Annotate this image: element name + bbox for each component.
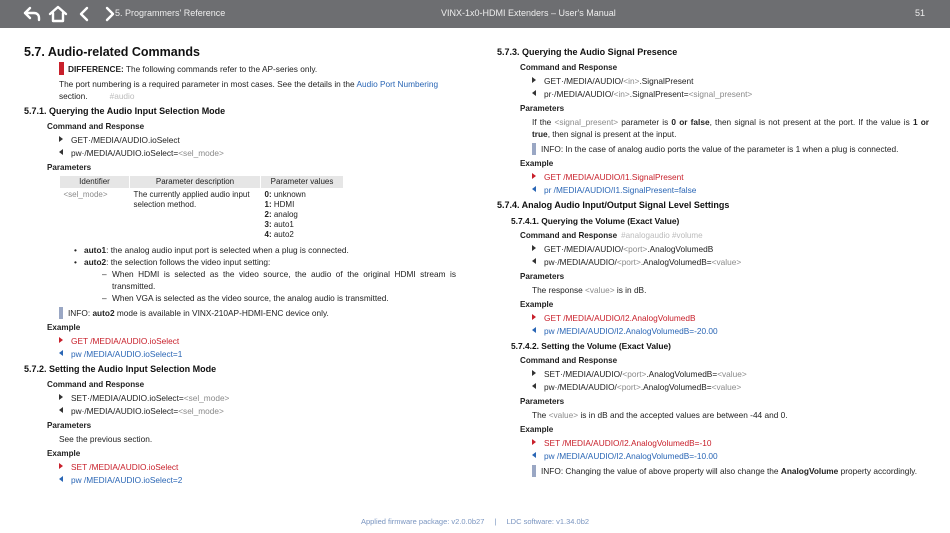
command-line (497, 368, 929, 380)
arrow-left-icon (532, 327, 536, 333)
value-label: analog (271, 210, 298, 219)
difference-marker (59, 62, 64, 75)
example-response (497, 325, 929, 337)
list-item (84, 244, 456, 256)
table-header: Parameter values (261, 176, 344, 189)
table-cell-values (261, 189, 344, 242)
example-label: Example (520, 300, 554, 309)
back-return-icon[interactable] (22, 4, 42, 24)
example-response (497, 450, 929, 462)
param-placeholder: <value> (548, 410, 579, 420)
text: If the (532, 117, 555, 127)
example-response (497, 184, 929, 196)
response-text: pw·/MEDIA/AUDIO.ioSelect= (71, 148, 179, 158)
value-label: HDMI (271, 200, 295, 209)
arrow-right-icon (59, 136, 63, 142)
command-line (497, 243, 929, 255)
param-placeholder: <value> (711, 257, 742, 267)
example-response-text: pw /MEDIA/AUDIO/I2.AnalogVolumedB=-10.00 (544, 451, 718, 461)
param-placeholder: <port> (623, 244, 648, 254)
param-placeholder: <signal_present> (554, 117, 619, 127)
param-placeholder: <sel_mode> (183, 393, 230, 403)
command-text: .AnalogVolumedB (647, 244, 714, 254)
response-line (24, 405, 456, 417)
command-text: GET·/MEDIA/AUDIO/ (544, 244, 624, 254)
value-label: unknown (271, 190, 306, 199)
response-text: pw·/MEDIA/AUDIO/ (544, 382, 617, 392)
example-response (24, 474, 456, 486)
response-line (497, 256, 929, 268)
keyword: auto1 (84, 245, 107, 255)
command-text: SET·/MEDIA/AUDIO.ioSelect= (71, 393, 184, 403)
arrow-right-icon (59, 394, 63, 400)
subsection-heading: 5.7.3. Querying the Audio Signal Presence (497, 47, 678, 57)
ldc-version: LDC software: v1.34.0b2 (506, 517, 590, 526)
footer (0, 517, 950, 526)
command-response-text: Command and Response (520, 231, 618, 240)
audio-port-numbering-link[interactable]: Audio Port Numbering (356, 79, 439, 89)
value-label: auto2 (271, 230, 294, 239)
example-label: Example (520, 159, 554, 168)
keyword: auto2 (84, 257, 107, 267)
page-number: 51 (915, 8, 926, 18)
example-command-text: GET /MEDIA/AUDIO/I2.AnalogVolumedB (544, 313, 696, 323)
arrow-right-icon (532, 439, 536, 445)
port-note-text: The port numbering is a required parameter in most cases. See the details in the (59, 79, 357, 89)
text: , then signal is present at the input. (547, 129, 677, 139)
parameters-text (532, 409, 929, 421)
port-note (59, 78, 456, 102)
value-key: 3: (264, 220, 272, 229)
port-note-tail: section. (59, 91, 88, 101)
response-line (24, 147, 456, 159)
example-command (497, 171, 929, 183)
nav-buttons (22, 4, 120, 24)
arrow-right-icon (59, 337, 63, 343)
command-response-label: Command and Response (520, 356, 618, 365)
sub-list-item: – When HDMI is selected as the video source, the audio of the original HDMI stream is transmitted. (112, 268, 456, 292)
text: The response (532, 285, 586, 295)
text: , then signal is not present at the port. If the value is (709, 117, 913, 127)
info-text: INFO: In the case of analog audio ports the value of the parameter is 1 when a plug is connected. (541, 144, 899, 154)
arrow-left-icon (532, 258, 536, 264)
arrow-left-icon (532, 90, 536, 96)
table-header: Identifier (60, 176, 130, 189)
keyword: 0 or false (671, 117, 710, 127)
subsection-heading: 5.7.4. Analog Audio Input/Output Signal Level Settings (497, 200, 730, 210)
param-placeholder: <value> (717, 369, 747, 379)
example-command-text: GET /MEDIA/AUDIO.ioSelect (71, 336, 180, 346)
param-placeholder: <port> (616, 382, 641, 392)
value-key: 2: (264, 210, 272, 219)
difference-note (59, 63, 456, 75)
subsubsection-heading: 5.7.4.1. Querying the Volume (Exact Value) (511, 216, 680, 226)
subsection-heading: 5.7.1. Querying the Audio Input Selection Mode (24, 106, 226, 116)
subsection-heading: 5.7.2. Setting the Audio Input Selection Mode (24, 364, 217, 374)
parameters-text (532, 284, 929, 296)
header-bar (0, 0, 950, 28)
keyword: 1 or true (532, 117, 930, 139)
text: The (532, 410, 549, 420)
info-text: INFO: Changing the value of above property will also change the (541, 466, 781, 476)
tag-audio[interactable]: #audio (109, 91, 135, 101)
response-line (497, 88, 929, 100)
mode-list (84, 244, 456, 304)
left-column (24, 44, 456, 487)
info-marker (59, 307, 63, 319)
arrow-left-icon (59, 476, 63, 482)
arrow-left-icon (59, 407, 63, 413)
arrow-right-icon (532, 77, 536, 83)
arrow-right-icon (59, 463, 63, 469)
command-line (497, 75, 929, 87)
info-note (59, 307, 456, 319)
command-response-label: Command and Response (520, 63, 618, 72)
arrow-right-icon (532, 314, 536, 320)
parameters-text (532, 116, 929, 140)
parameters-label: Parameters (520, 104, 565, 113)
info-note (532, 143, 929, 155)
table-row (60, 189, 344, 242)
list-item-text: : the selection follows the video input setting: (106, 257, 271, 267)
value-key: 1: (264, 200, 272, 209)
text: is in dB. (614, 285, 647, 295)
example-command (497, 437, 929, 449)
param-placeholder: <value> (711, 382, 742, 392)
value-key: 0: (264, 190, 272, 199)
response-text: .AnalogVolumedB= (640, 382, 712, 392)
example-command (497, 312, 929, 324)
home-icon[interactable] (48, 4, 68, 24)
previous-page-icon[interactable] (74, 4, 94, 24)
command-text: GET·/MEDIA/AUDIO.ioSelect (71, 135, 180, 145)
command-text: SET·/MEDIA/AUDIO/ (544, 369, 623, 379)
keyword: auto2 (92, 308, 115, 318)
value-key: 4: (264, 230, 272, 239)
subsubsection-heading: 5.7.4.2. Setting the Volume (Exact Value) (511, 341, 671, 351)
table-cell-description: The currently applied audio input selection method. (133, 190, 250, 209)
arrow-left-icon (532, 186, 536, 192)
parameter-table (59, 175, 344, 241)
difference-label: DIFFERENCE: (68, 64, 124, 74)
param-placeholder: <sel_mode> (178, 148, 224, 158)
example-response-text: pw /MEDIA/AUDIO.ioSelect=2 (71, 475, 183, 485)
document-title: VINX-1x0-HDMI Extenders – User's Manual (441, 8, 616, 18)
info-text: property accordingly. (838, 466, 917, 476)
response-line (497, 381, 929, 393)
example-label: Example (47, 449, 81, 458)
info-marker (532, 143, 536, 155)
arrow-right-icon (532, 173, 536, 179)
example-response-text: pr /MEDIA/AUDIO/I1.SignalPresent=false (544, 185, 697, 195)
param-placeholder: <sel_mode> (178, 406, 224, 416)
arrow-left-icon (532, 383, 536, 389)
command-text: GET·/MEDIA/AUDIO/ (544, 76, 624, 86)
command-response-label: Command and Response (47, 380, 145, 389)
example-command-text: GET /MEDIA/AUDIO/I1.SignalPresent (544, 172, 684, 182)
table-header: Parameter description (130, 176, 261, 189)
response-text: pr·/MEDIA/AUDIO/ (544, 89, 614, 99)
command-line (24, 134, 456, 146)
param-placeholder: <port> (616, 257, 641, 267)
param-placeholder: <in> (613, 89, 630, 99)
footer-separator: | (494, 517, 497, 526)
example-command (24, 335, 456, 347)
response-text: pw·/MEDIA/AUDIO/ (544, 257, 617, 267)
info-prefix: INFO: (68, 308, 93, 318)
sub-list (112, 268, 456, 304)
arrow-left-icon (59, 149, 63, 155)
example-command-text: SET /MEDIA/AUDIO.ioSelect (71, 462, 179, 472)
example-label: Example (47, 323, 81, 332)
arrow-right-icon (532, 370, 536, 376)
arrow-left-icon (532, 452, 536, 458)
table-cell-identifier: <sel_mode> (63, 190, 108, 199)
text: is in dB and the accepted values are between -44 and 0. (578, 410, 788, 420)
parameters-label: Parameters (47, 421, 92, 430)
sub-list-item: – When VGA is selected as the video source, the analog audio is transmitted. (112, 292, 456, 304)
command-text: .AnalogVolumedB= (646, 369, 718, 379)
response-text: .SignalPresent= (629, 89, 689, 99)
example-command-text: SET /MEDIA/AUDIO/I2.AnalogVolumedB=-10 (544, 438, 712, 448)
difference-text: The following commands refer to the AP-series only. (123, 64, 318, 74)
command-response-label: Command and Response (47, 122, 145, 131)
firmware-version: Applied firmware package: v2.0.0b27 (360, 517, 485, 526)
parameters-label: Parameters (47, 163, 92, 172)
list-item (84, 256, 456, 304)
command-response-label (520, 230, 929, 241)
example-command (24, 461, 456, 473)
chapter-title: 5. Programmers' Reference (115, 8, 226, 18)
table-header-row (60, 176, 344, 189)
param-placeholder: <port> (622, 369, 647, 379)
right-column (497, 44, 929, 480)
parameters-text: See the previous section. (59, 434, 153, 444)
param-placeholder: <in> (623, 76, 640, 86)
arrow-right-icon (532, 245, 536, 251)
example-response-text: pw /MEDIA/AUDIO/I2.AnalogVolumedB=-20.00 (544, 326, 718, 336)
arrow-left-icon (59, 350, 63, 356)
command-line (24, 392, 456, 404)
parameters-label: Parameters (520, 397, 565, 406)
parameters-label: Parameters (520, 272, 565, 281)
info-text: mode is available in VINX-210AP-HDMI-ENC device only. (114, 308, 329, 318)
info-note (532, 465, 929, 477)
section-heading: 5.7. Audio-related Commands (24, 45, 200, 59)
tag-analogaudio-volume[interactable]: #analogaudio #volume (621, 231, 703, 240)
response-text: .AnalogVolumedB= (640, 257, 712, 267)
param-placeholder: <value> (585, 285, 615, 295)
response-text: pw·/MEDIA/AUDIO.ioSelect= (71, 406, 179, 416)
list-item-text: : the analog audio input port is selected when a plug is connected. (106, 245, 349, 255)
param-placeholder: <signal_present> (688, 89, 753, 99)
info-marker (532, 465, 536, 477)
command-text: .SignalPresent (639, 76, 694, 86)
keyword: AnalogVolume (780, 466, 839, 476)
example-response-text: pw /MEDIA/AUDIO.ioSelect=1 (71, 349, 183, 359)
example-label: Example (520, 425, 554, 434)
text: parameter is (618, 117, 672, 127)
value-label: auto1 (271, 220, 294, 229)
example-response (24, 348, 456, 360)
